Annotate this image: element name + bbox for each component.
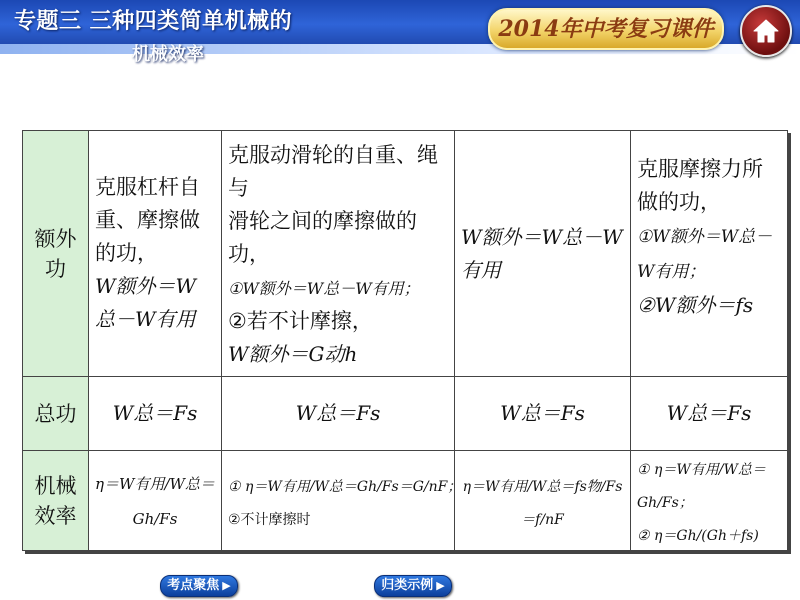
- mechanics-table: [22, 130, 788, 551]
- page-title-line2: 机械效率: [132, 44, 204, 65]
- cell-col3-efficiency: [455, 451, 631, 551]
- page-title: 专题三 三种四类简单机械的: [14, 9, 293, 34]
- cell-text: 克服摩擦力所做的功，: [637, 157, 763, 214]
- lever-extra-formula: W额外＝W总－W有用: [95, 274, 197, 331]
- pulley-efficiency-formula-1: ① η＝W有用/W总＝Gh/Fs＝G/nF；: [228, 478, 462, 495]
- cell-col3-extra-work: [455, 131, 631, 377]
- pulley-efficiency-note: ②不计摩擦时: [228, 511, 311, 528]
- friction-extra-formula-1: ①W额外＝W总－W有用；: [637, 227, 773, 282]
- friction-efficiency-formula-1: ① η＝W有用/W总＝Gh/Fs；: [637, 462, 766, 511]
- button-label: 归类示例: [381, 578, 434, 593]
- cell-text: ②若不计摩擦，: [228, 309, 373, 333]
- col3-efficiency-formula: η＝W有用/W总＝fs物/Fs＝f/nF: [462, 478, 623, 528]
- home-button[interactable]: [740, 5, 792, 57]
- lever-efficiency-formula: η＝W有用/W总＝Gh/Fs: [95, 474, 215, 528]
- cell-lever-extra-work: [89, 131, 222, 377]
- prev-section-button[interactable]: [160, 575, 238, 597]
- pulley-extra-formula-1: ①W额外＝W总－W有用；: [228, 279, 420, 298]
- cell-friction-extra-work: [631, 131, 788, 377]
- cell-text: 克服杠杆自重、摩擦做的功，: [95, 175, 200, 265]
- row-label-text: 总功: [34, 401, 77, 426]
- arrow-right-icon: ▶: [222, 579, 231, 592]
- friction-efficiency-formula-2: ② η＝Gh/(Gh＋fs): [637, 528, 759, 544]
- cell-col3-total-work: [455, 377, 631, 451]
- cell-friction-efficiency: [631, 451, 788, 551]
- next-section-button[interactable]: [374, 575, 452, 597]
- col3-extra-formula: W额外＝W总－W有用: [461, 224, 623, 282]
- cell-pulley-efficiency: [222, 451, 462, 551]
- button-label: 考点聚焦: [167, 578, 220, 593]
- cell-text: 克服动滑轮的自重、绳与: [228, 143, 438, 200]
- home-icon: [752, 18, 780, 44]
- pulley-extra-formula-2: W额外＝G动h: [228, 342, 358, 366]
- row-label-extra-work: [23, 131, 89, 377]
- friction-extra-formula-2: ②W额外＝fs: [637, 293, 754, 317]
- row-label-text: 额外功: [34, 226, 77, 281]
- row-label-efficiency: [23, 451, 89, 551]
- table-row-total-work: [23, 377, 788, 451]
- total-work-formula: W总＝Fs: [666, 401, 752, 425]
- cell-pulley-extra-work: [222, 131, 455, 377]
- table-row-efficiency: [23, 451, 788, 551]
- cell-friction-total-work: [631, 377, 788, 451]
- table-row-extra-work: [23, 131, 788, 377]
- cell-text: 滑轮之间的摩擦做的功，: [228, 209, 417, 266]
- row-label-total-work: [23, 377, 89, 451]
- cell-lever-efficiency: [89, 451, 222, 551]
- row-label-text: 机械效率: [34, 473, 77, 528]
- cell-lever-total-work: [89, 377, 222, 451]
- cell-pulley-total-work: [222, 377, 455, 451]
- total-work-formula: W总＝Fs: [295, 401, 381, 425]
- arrow-right-icon: ▶: [436, 579, 445, 592]
- header-bar: [0, 0, 800, 65]
- course-brand-badge: 2014年中考复习课件: [488, 8, 724, 50]
- total-work-formula: W总＝Fs: [112, 401, 198, 425]
- total-work-formula: W总＝Fs: [500, 401, 585, 425]
